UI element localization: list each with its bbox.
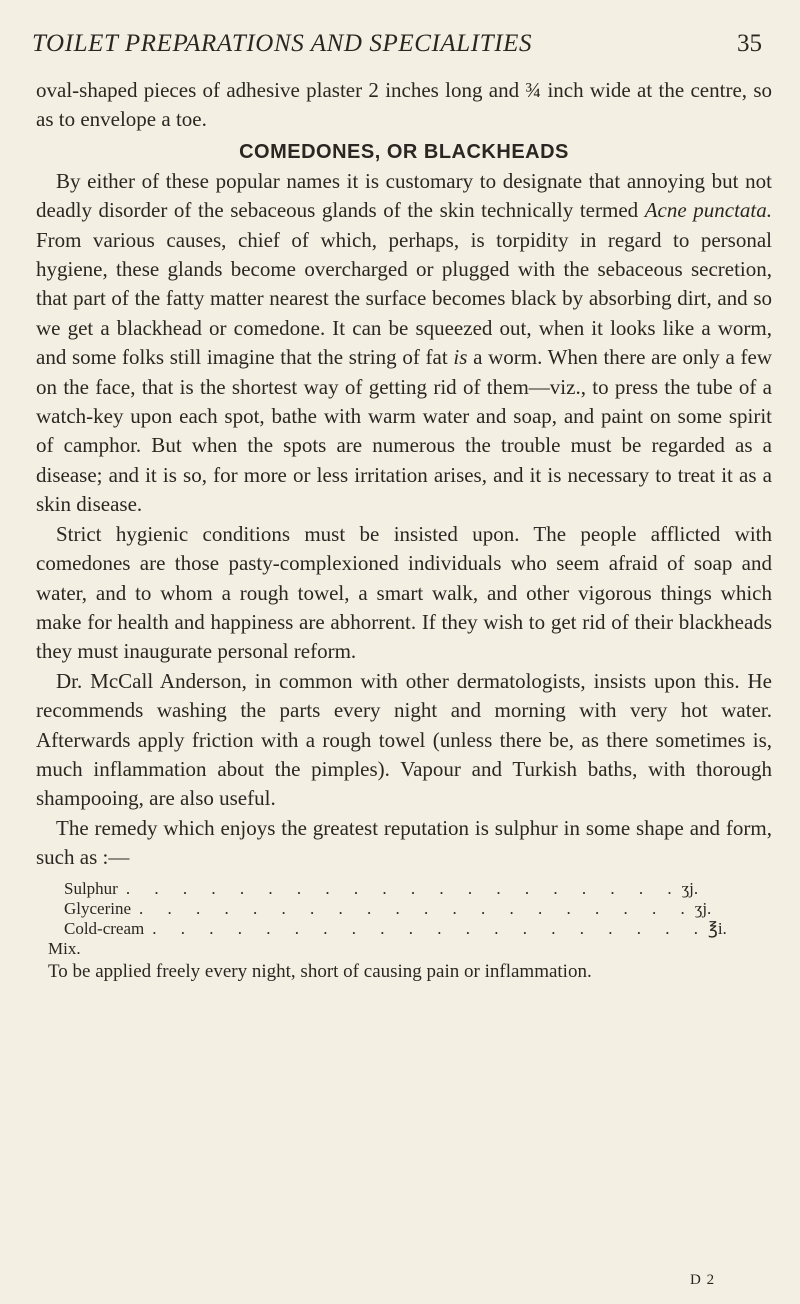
page-number: 35 <box>737 30 762 57</box>
recipe-item <box>36 878 699 899</box>
body-text <box>36 76 772 985</box>
recipe-item-quantity: ℥i. <box>708 918 727 938</box>
recipe-item-name: Sulphur <box>64 878 118 898</box>
recipe-leader-dots: . . . . . . . . . . . . . . . . . . . . <box>152 918 708 938</box>
recipe-item <box>36 898 712 919</box>
closing-instruction: To be applied freely every night, short of causing pain or inflammation. <box>48 960 592 982</box>
recipe-item-quantity: ʒj. <box>681 878 699 898</box>
paragraph-2: Strict hygienic conditions must be insisted upon. The people afflicted with comedones are those pasty-complexioned individuals who seem afraid of soap and water, and to whom a rough towel, a smart walk, and other vigorous things which make for health and happiness are abhorrent. If they wish to get rid of their blackheads they must inaugurate personal reform. <box>36 521 772 664</box>
paragraph-1 <box>36 167 772 520</box>
running-title: TOILET PREPARATIONS AND SPECIALITIES <box>32 30 533 57</box>
paragraph-1-text-c: a worm. When there are only a few on the face, that is the shortest way of getting rid of them—viz., to press the tube of a watch-key upon each spot, bathe with warm water and soap, and paint on some spirit of camphor. But when the spots are numerous the trouble must be regarded as a disease; and it is so, for more or less irritation arises, and it is necessary to treat it as a skin disease. <box>36 345 772 517</box>
running-head <box>32 30 762 64</box>
recipe-mix-instruction: Mix. <box>48 938 81 958</box>
continuation-paragraph: oval-shaped pieces of adhesive plaster 2 inches long and ¾ inch wide at the centre, so as to envelope a toe. <box>36 78 772 132</box>
recipe-item <box>36 918 727 939</box>
recipe-leader-dots: . . . . . . . . . . . . . . . . . . . . <box>125 878 682 898</box>
paragraph-1-text-a: By either of these popular names it is customary to designate that annoying but not deadly disorder of the sebaceous glands of the skin technically termed <box>36 168 772 223</box>
recipe-item-name: Glycerine <box>64 898 132 918</box>
paragraph-4: The remedy which enjoys the greatest reputation is sulphur in some shape and form, such as :— <box>36 815 772 870</box>
signature-mark: D 2 <box>690 1272 716 1288</box>
recipe-item-quantity: ʒj. <box>694 898 712 918</box>
paragraph-3: Dr. McCall Anderson, in common with other dermatologists, insists upon this. He recommends washing the parts every night and morning with very hot water. Afterwards apply friction with a rough towel (unless there be, as there sometimes is, much inflammation about the pimples). Vapour and Turkish baths, with thorough shampooing, are also useful. <box>36 668 772 811</box>
paragraph-1-italic-term: Acne punctata. <box>644 198 772 223</box>
recipe-leader-dots: . . . . . . . . . . . . . . . . . . . . <box>139 898 695 918</box>
recipe-item-name: Cold-cream <box>64 918 145 938</box>
paragraph-1-italic-is: is <box>453 345 468 370</box>
section-heading: COMEDONES, OR BLACKHEADS <box>239 140 569 163</box>
recipe-list <box>36 879 772 959</box>
paragraph-1-text-b: From various causes, chief of which, perhaps, is torpidity in regard to personal hygiene, these glands become overcharged or plugged with the sebaceous secretion, that part of the fatty matter nearest the surface becomes black by absorbing dirt, and so we get a blackhead or comedone. It can be squeezed out, when it looks like a worm, and some folks still imagine that the string of fat <box>36 227 772 370</box>
